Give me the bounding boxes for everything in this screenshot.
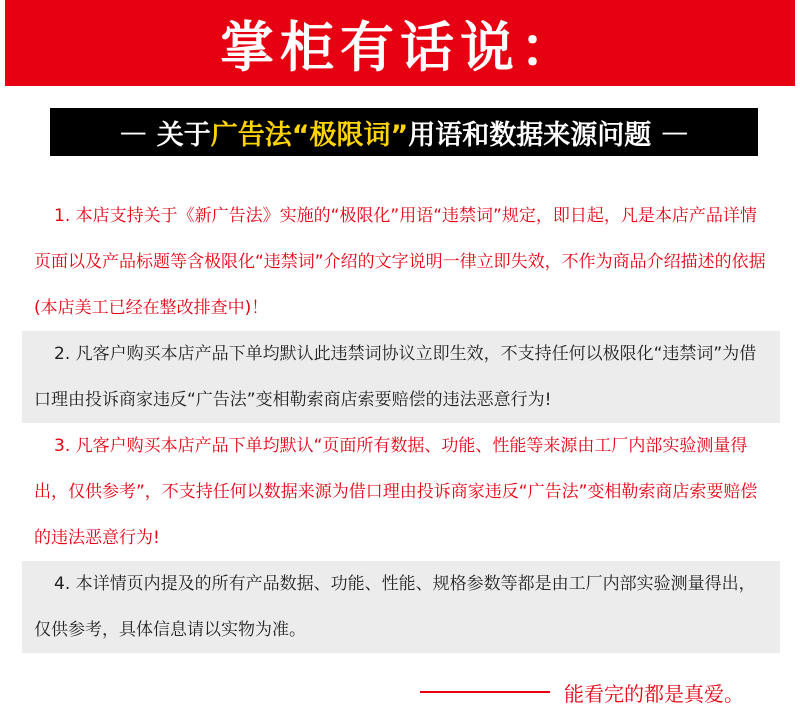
subtitle-dash-left: — xyxy=(119,116,147,148)
subtitle-bar xyxy=(50,108,758,156)
notice-paragraph-2 xyxy=(22,331,780,423)
subtitle-dash-right: — xyxy=(661,116,689,148)
notice-paragraph-1 xyxy=(22,193,780,331)
footer xyxy=(420,674,744,710)
notice-paragraph-3 xyxy=(22,423,780,561)
notice-text-4: 4. 本详情页内提及的所有产品数据、功能、性能、规格参数等都是由工厂内部实验测量得出，仅供参考，具体信息请以实物为准。 xyxy=(34,574,756,640)
notice-text-2: 2. 凡客户购买本店产品下单均默认此违禁词协议立即生效，不支持任何以极限化“违禁词”为借口理由投诉商家违反“广告法”变相勒索商店索要赔偿的违法恶意行为! xyxy=(34,344,757,410)
banner-title: 掌柜有话说： xyxy=(220,15,580,79)
notice-paragraph-4 xyxy=(22,561,780,653)
footer-text: 能看完的都是真爱。 xyxy=(564,681,744,706)
subtitle-part-1: 关于 xyxy=(156,119,211,151)
subtitle-part-3: 用语和数据来源问题 xyxy=(408,119,652,151)
footer-divider xyxy=(420,691,550,693)
notice-text-1: 1. 本店支持关于《新广告法》实施的“极限化”用语“违禁词”规定，即日起，凡是本店产品详情页面以及产品标题等含极限化“违禁词”介绍的文字说明一律立即失效，不作为商品介绍描述的依据(本店美工已经在整改排查中)！ xyxy=(34,206,766,318)
header-banner xyxy=(5,0,795,86)
subtitle-highlight: 广告法“极限词” xyxy=(210,119,409,151)
notice-text-3: 3. 凡客户购买本店产品下单均默认“页面所有数据、功能、性能等来源由工厂内部实验测量得出，仅供参考”，不支持任何以数据来源为借口理由投诉商家违反“广告法”变相勒索商店索要赔偿的违法恶意行为! xyxy=(34,436,758,548)
